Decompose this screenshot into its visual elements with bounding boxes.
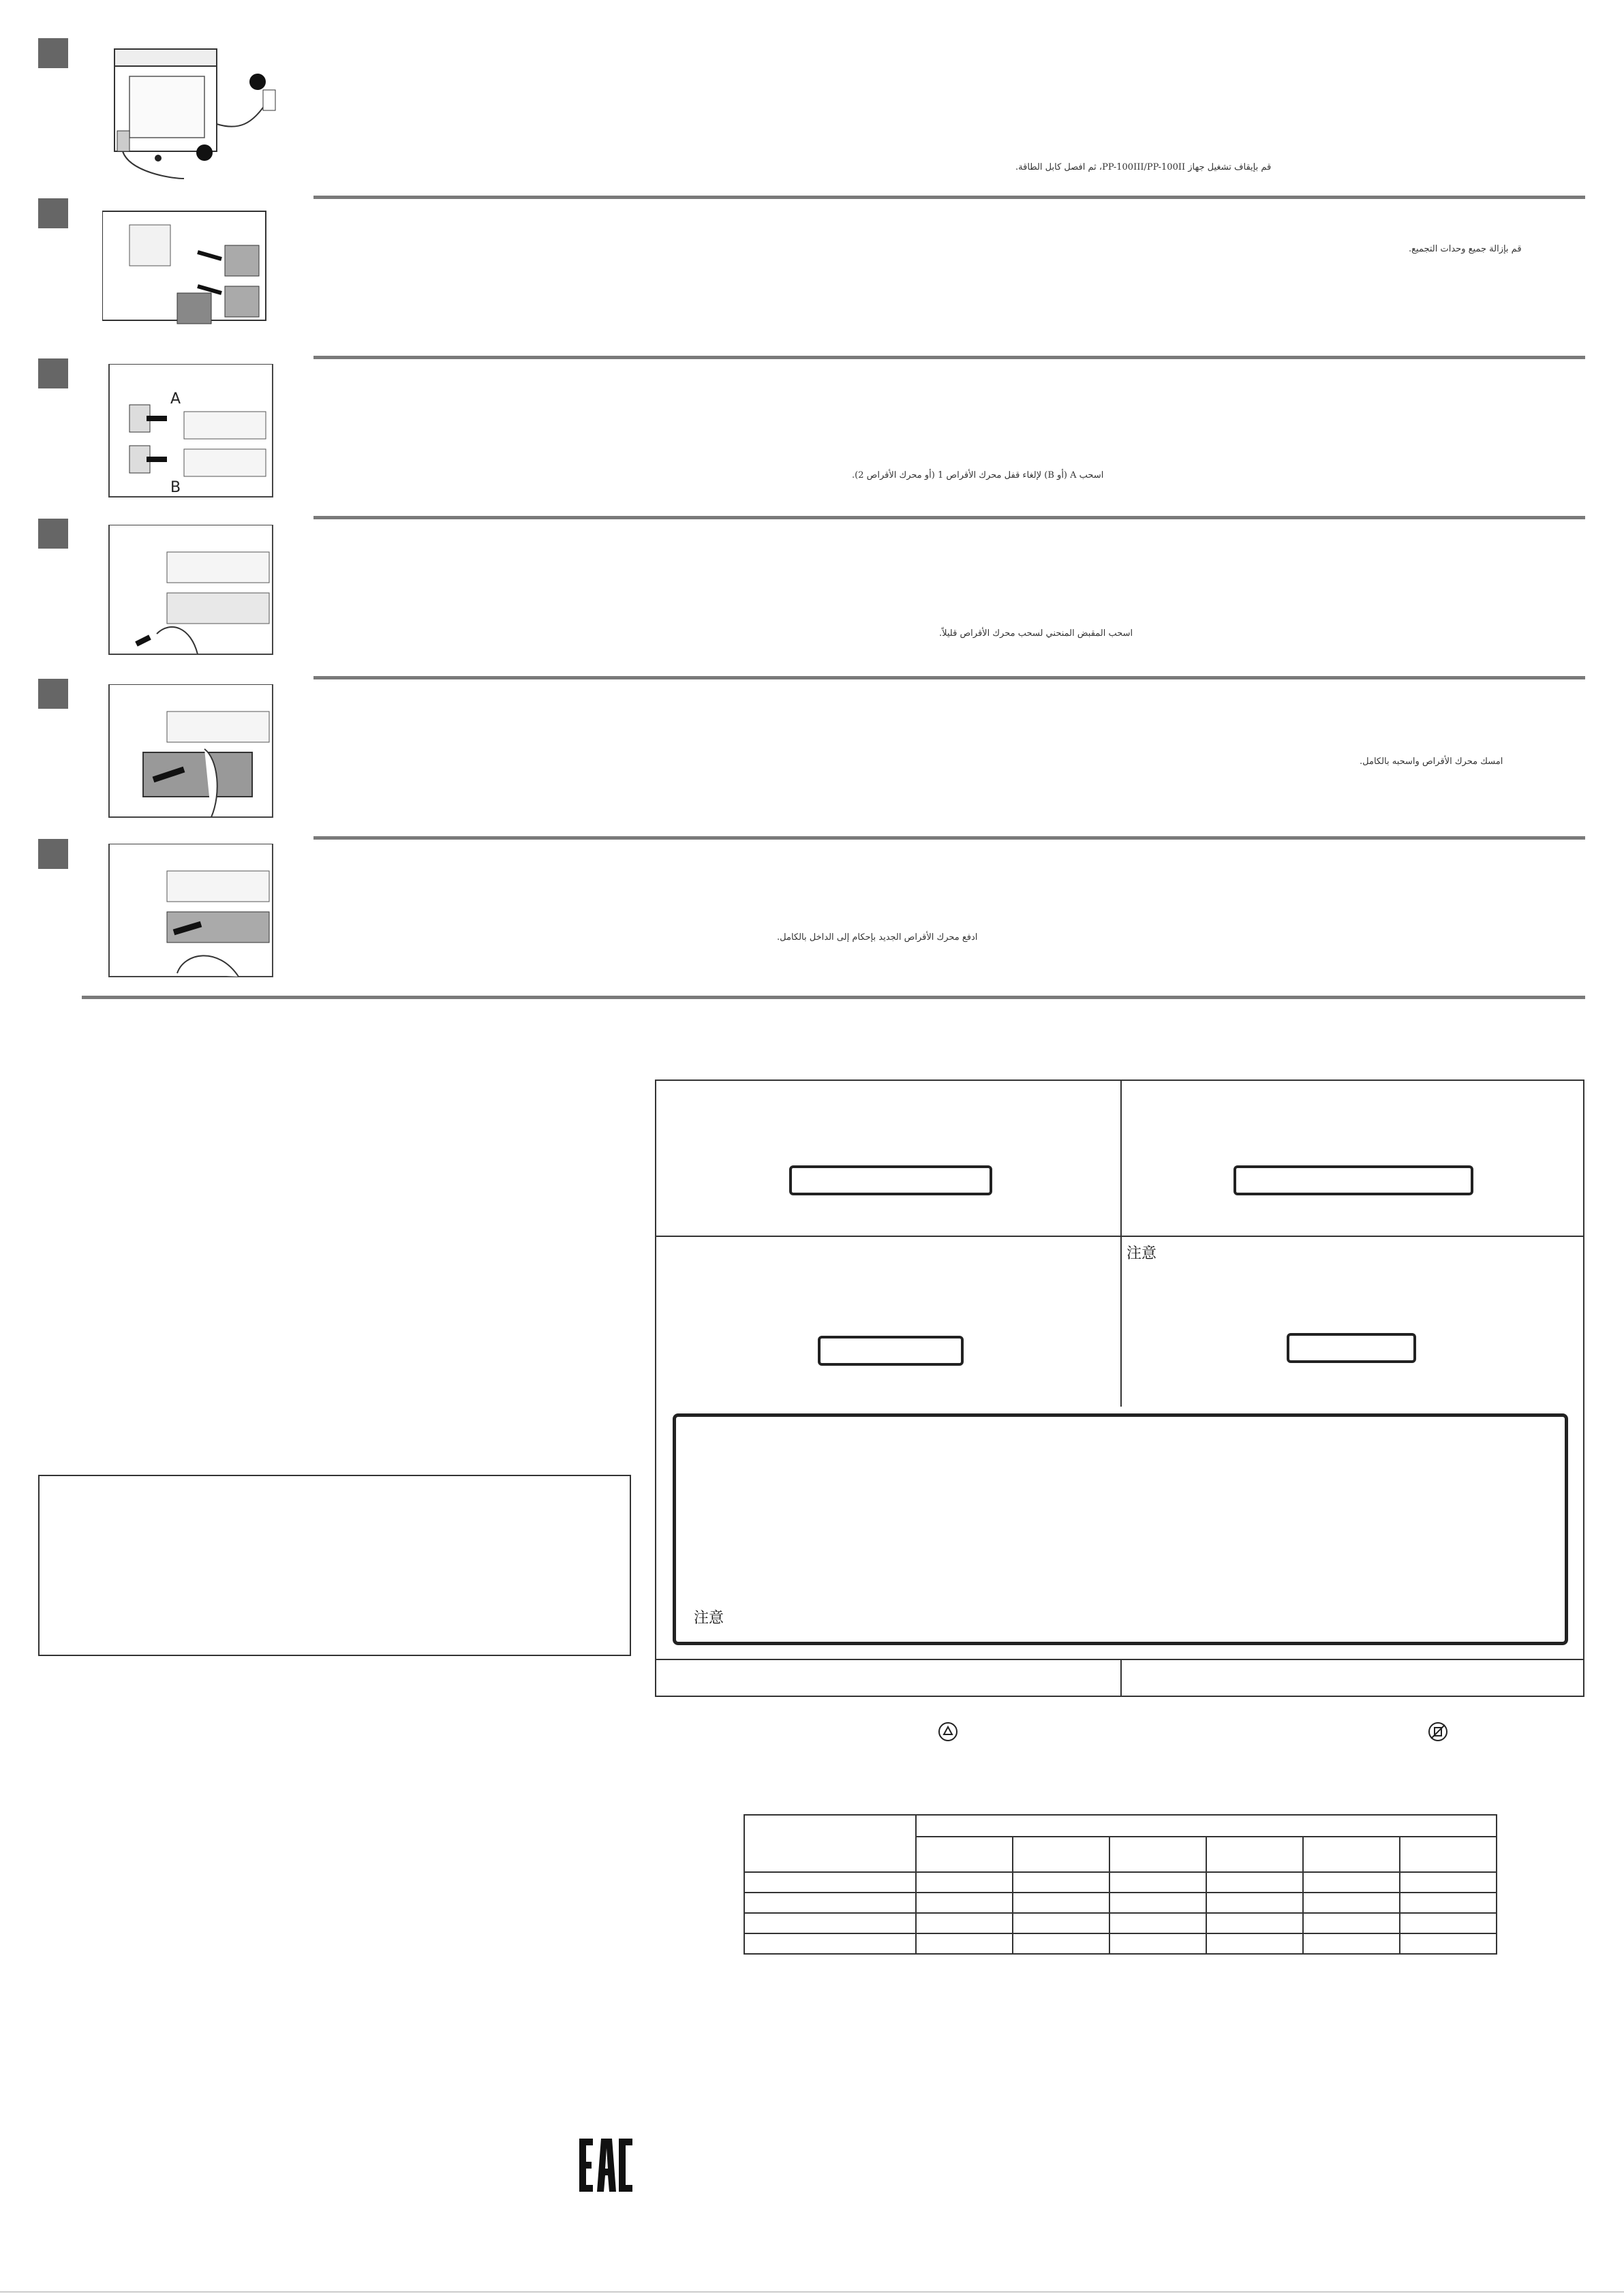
table-header-cell [916, 1815, 1497, 1837]
step-number-box-6 [38, 839, 68, 869]
notice-grid [655, 1080, 1584, 1697]
remove-stackers-illustration [102, 204, 279, 334]
grid-footer-vertical [1120, 1659, 1122, 1696]
table-header-cell [1206, 1837, 1303, 1872]
printer-unplug-illustration [102, 42, 279, 192]
table-header-cell [1400, 1837, 1497, 1872]
label-box-top-right [1234, 1165, 1473, 1195]
caution-label-bottom: 注意 [694, 1610, 724, 1627]
push-drive-illustration [102, 844, 279, 980]
table-header-cell [744, 1815, 916, 1872]
recycle-mark-icon [938, 1721, 958, 1742]
grid-footer-divider [656, 1659, 1583, 1660]
pull-handle-illustration [102, 525, 279, 658]
section-divider [82, 996, 1585, 999]
step-number-box-3 [38, 358, 68, 388]
step-text-5: امسك محرك الأقراص واسحبه بالكامل. [1360, 756, 1503, 767]
grid-horizontal-divider [656, 1236, 1583, 1237]
unlock-drive-illustration [102, 364, 279, 500]
step-text-6: ادفع محرك الأقراص الجديد بإحكام إلى الداخل بالكامل. [777, 932, 978, 943]
step-number-box-1 [38, 38, 68, 68]
table-header-cell [1109, 1837, 1206, 1872]
step-text-2: قم بإزالة جميع وحدات التجميع. [1409, 244, 1522, 254]
callout-b: B [170, 479, 181, 496]
callout-a: A [170, 391, 181, 408]
step-divider-5 [313, 836, 1585, 840]
table-row [744, 1913, 1497, 1933]
step-divider-4 [313, 676, 1585, 679]
grid-vertical-divider [1120, 1081, 1122, 1407]
step-text-4: اسحب المقبض المنحني لسحب محرك الأقراص قليلاً. [939, 628, 1133, 639]
step-number-box-4 [38, 519, 68, 549]
step-text-1: قم بإيقاف تشغيل جهاز PP-100III/PP-100II، ثم افصل كابل الطاقة. [1015, 162, 1272, 172]
caution-label-top: 注意 [1127, 1245, 1157, 1262]
table-row [744, 1872, 1497, 1893]
pull-drive-illustration [102, 684, 279, 821]
table-header-cell [1013, 1837, 1109, 1872]
step-divider-1 [313, 196, 1585, 199]
inner-warning-box [673, 1413, 1568, 1645]
step-number-box-5 [38, 679, 68, 709]
left-notice-box [38, 1475, 631, 1656]
label-box-mid-right [1287, 1333, 1416, 1363]
step-text-3: اسحب A (أو B) لإلغاء قفل محرك الأقراص 1 (أو محرك الأقراص 2). [852, 470, 1104, 480]
step-number-box-2 [38, 198, 68, 228]
step-divider-3 [313, 516, 1585, 519]
table-row [744, 1933, 1497, 1954]
table-header-cell [1303, 1837, 1400, 1872]
table-header-cell [916, 1837, 1013, 1872]
step-divider-2 [313, 356, 1585, 359]
label-box-top-left [789, 1165, 992, 1195]
page-bottom-edge [0, 2291, 1624, 2293]
no-disposal-icon [1428, 1721, 1448, 1742]
eac-certification-mark [577, 2137, 634, 2193]
substances-table [744, 1814, 1497, 1955]
table-row [744, 1893, 1497, 1913]
label-box-mid-left [818, 1336, 964, 1366]
